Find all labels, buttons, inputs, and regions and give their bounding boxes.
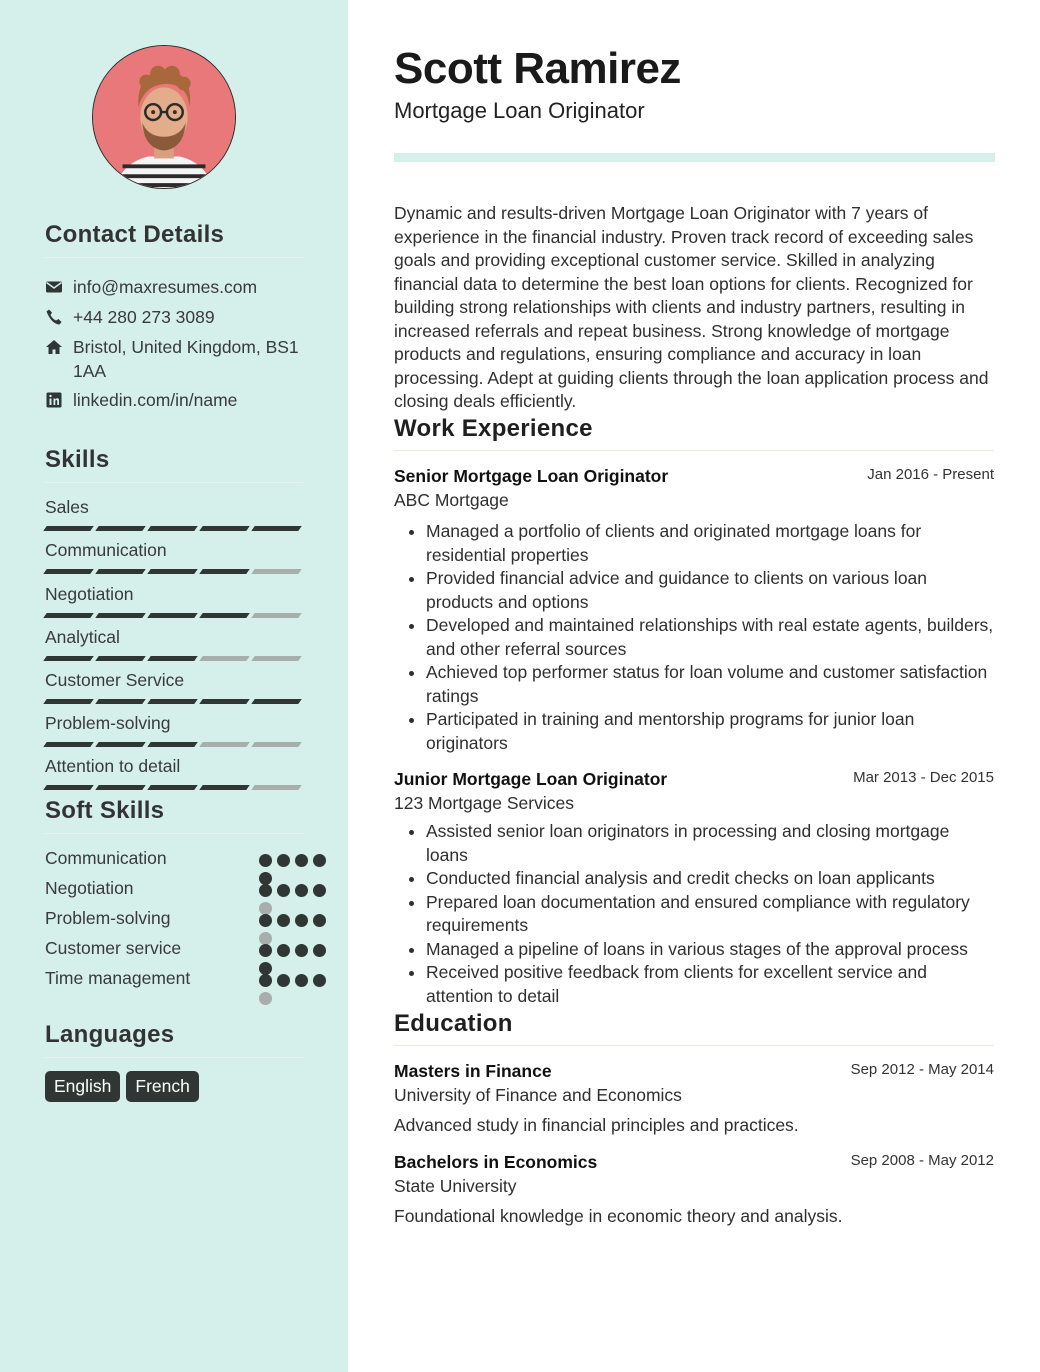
job-company: ABC Mortgage — [394, 490, 509, 510]
skill-name: Attention to detail — [45, 756, 181, 776]
education-entry — [394, 1150, 994, 1228]
education-entry — [394, 1059, 994, 1137]
skill-level-bar — [45, 742, 303, 747]
skill-item — [45, 539, 303, 574]
skill-segment-filled — [147, 742, 198, 747]
soft-skill-rating — [259, 884, 349, 898]
rating-dot-filled — [295, 914, 308, 927]
skill-segment-filled — [43, 656, 94, 661]
list-item: • Achieved top performer status for loan volume and customer satisfaction ratings — [426, 661, 994, 708]
list-item: • Managed a portfolio of clients and originated mortgage loans for residential properties — [426, 520, 994, 567]
skill-segment-filled — [147, 785, 198, 790]
contact-phone[interactable] — [45, 305, 315, 329]
list-item: • Participated in training and mentorship programs for junior loan originators — [426, 708, 994, 755]
contact-heading: Contact Details — [45, 221, 225, 248]
skill-segment-filled — [95, 569, 146, 574]
rating-dot-filled — [277, 974, 290, 987]
skill-segment-filled — [95, 526, 146, 531]
skill-item — [45, 669, 303, 704]
skill-segment-filled — [43, 569, 94, 574]
rating-dot-filled — [313, 914, 326, 927]
phone-icon — [45, 308, 63, 326]
skill-segment-empty — [251, 742, 302, 747]
education-date: Sep 2008 - May 2012 — [850, 1152, 994, 1169]
skill-name: Negotiation — [45, 584, 134, 604]
rating-dot-filled — [259, 944, 272, 957]
rating-dot-filled — [277, 914, 290, 927]
list-item: • Assisted senior loan originators in processing and closing mortgage loans — [426, 820, 994, 867]
skill-segment-empty — [251, 785, 302, 790]
rating-dot-filled — [313, 974, 326, 987]
rating-dot-filled — [259, 854, 272, 867]
skill-segment-filled — [95, 742, 146, 747]
summary: Dynamic and results-driven Mortgage Loan Originator with 7 years of experience in the financial industry. Proven track record of exceeding sales goals and providing exceptional customer service. Skilled in analyzing financial data to determine the best loan options for clients. Recognized for building strong relationships with clients and industry partners, resulting in increased referrals and repeat business. Strong knowledge of mortgage products and regulations, ensuring compliance and accuracy in loan processing. Adept at guiding clients through the loan application process and closing deals efficiently. — [394, 203, 989, 411]
divider — [45, 833, 303, 834]
skill-name: Sales — [45, 497, 89, 517]
person-title: Mortgage Loan Originator — [394, 98, 645, 123]
skill-level-bar — [45, 526, 303, 531]
language-badge: English — [45, 1071, 120, 1102]
languages-heading: Languages — [45, 1021, 175, 1048]
rating-dot-filled — [295, 944, 308, 957]
envelope-icon — [45, 278, 63, 296]
school-name: University of Finance and Economics — [394, 1085, 682, 1105]
job-title: Senior Mortgage Loan Originator — [394, 466, 669, 486]
skill-segment-filled — [43, 785, 94, 790]
skill-level-bar — [45, 699, 303, 704]
profile-photo — [93, 46, 235, 188]
skill-segment-filled — [199, 569, 250, 574]
rating-dot-filled — [295, 974, 308, 987]
education-description: Foundational knowledge in economic theory and analysis. — [394, 1206, 843, 1226]
soft-skill-rating — [259, 854, 349, 868]
soft-skill-rating — [259, 974, 349, 988]
soft-skill-rating — [259, 914, 349, 928]
sidebar — [0, 0, 348, 1372]
job-title: Junior Mortgage Loan Originator — [394, 769, 668, 789]
skill-segment-filled — [43, 613, 94, 618]
skill-item — [45, 583, 303, 618]
soft-skills-heading: Soft Skills — [45, 797, 165, 824]
degree-title: Masters in Finance — [394, 1061, 552, 1081]
languages-list — [45, 1071, 199, 1102]
rating-dot-filled — [295, 854, 308, 867]
contact-address — [45, 335, 315, 383]
skill-segment-filled — [251, 699, 302, 704]
skill-segment-filled — [147, 656, 198, 661]
soft-skill-name: Time management — [45, 968, 191, 988]
skill-segment-filled — [251, 526, 302, 531]
skill-level-bar — [45, 785, 303, 790]
skill-item — [45, 626, 303, 661]
school-name: State University — [394, 1176, 517, 1196]
skill-name: Problem-solving — [45, 713, 171, 733]
skill-item — [45, 755, 303, 790]
list-item: • Provided financial advice and guidance to clients on various loan products and options — [426, 567, 994, 614]
rating-dot-empty — [259, 992, 272, 1005]
soft-skill-name: Problem-solving — [45, 908, 171, 928]
rating-dot-filled — [313, 944, 326, 957]
rating-dot-filled — [259, 914, 272, 927]
skill-segment-filled — [199, 613, 250, 618]
skill-item — [45, 496, 303, 531]
skill-segment-filled — [199, 785, 250, 790]
divider — [45, 482, 303, 483]
soft-skill-rating — [259, 944, 349, 958]
skill-segment-empty — [199, 742, 250, 747]
divider — [394, 1045, 994, 1046]
skill-level-bar — [45, 656, 303, 661]
job-bullets — [394, 820, 994, 1008]
skill-item — [45, 712, 303, 747]
divider — [45, 257, 303, 258]
skill-segment-filled — [43, 742, 94, 747]
job-entry — [394, 464, 994, 755]
job-date: Mar 2013 - Dec 2015 — [853, 769, 994, 786]
skill-name: Communication — [45, 540, 167, 560]
skill-segment-empty — [251, 656, 302, 661]
rating-dot-filled — [277, 854, 290, 867]
job-bullets — [394, 520, 994, 755]
avatar — [92, 45, 236, 189]
contact-linkedin[interactable] — [45, 388, 315, 412]
skill-level-bar — [45, 569, 303, 574]
contact-email-text: info@maxresumes.com — [73, 277, 258, 297]
job-company: 123 Mortgage Services — [394, 793, 574, 813]
rating-dot-filled — [277, 884, 290, 897]
list-item: • Received positive feedback from clients for excellent service and attention to detail — [426, 961, 994, 1008]
skill-segment-filled — [95, 656, 146, 661]
degree-title: Bachelors in Economics — [394, 1152, 598, 1172]
soft-skill-name: Negotiation — [45, 878, 134, 898]
linkedin-icon — [45, 391, 63, 409]
contact-phone-text: +44 280 273 3089 — [73, 307, 215, 327]
rating-dot-filled — [313, 854, 326, 867]
skills-heading: Skills — [45, 446, 110, 473]
skill-segment-filled — [147, 526, 198, 531]
soft-skill-name: Communication — [45, 848, 167, 868]
list-item: • Developed and maintained relationships with real estate agents, builders, and other referral sources — [426, 614, 994, 661]
job-date: Jan 2016 - Present — [867, 466, 994, 483]
language-badge: French — [126, 1071, 198, 1102]
skill-segment-filled — [199, 699, 250, 704]
home-icon — [45, 338, 63, 356]
skill-segment-filled — [95, 785, 146, 790]
main-content — [348, 0, 1040, 1372]
skill-segment-empty — [251, 613, 302, 618]
accent-bar — [394, 153, 995, 162]
contact-linkedin-text: linkedin.com/in/name — [73, 390, 238, 410]
list-item: • Conducted financial analysis and credit checks on loan applicants — [426, 867, 994, 891]
education-description: Advanced study in financial principles and practices. — [394, 1115, 799, 1135]
divider — [394, 450, 994, 451]
rating-dot-filled — [313, 884, 326, 897]
rating-dot-filled — [259, 974, 272, 987]
skill-segment-filled — [147, 699, 198, 704]
education-date: Sep 2012 - May 2014 — [850, 1061, 994, 1078]
soft-skill-name: Customer service — [45, 938, 182, 958]
skill-segment-empty — [251, 569, 302, 574]
divider — [45, 1057, 303, 1058]
job-entry — [394, 767, 994, 1008]
skill-name: Customer Service — [45, 670, 185, 690]
work-heading: Work Experience — [394, 415, 593, 442]
skill-segment-filled — [147, 613, 198, 618]
contact-email[interactable] — [45, 275, 315, 299]
list-item: • Managed a pipeline of loans in various stages of the approval process — [426, 938, 994, 962]
skill-segment-filled — [43, 699, 94, 704]
education-heading: Education — [394, 1010, 513, 1037]
skill-segment-filled — [43, 526, 94, 531]
rating-dot-filled — [277, 944, 290, 957]
skill-segment-filled — [147, 569, 198, 574]
rating-dot-filled — [295, 884, 308, 897]
person-name: Scott Ramirez — [394, 44, 681, 93]
skill-segment-empty — [199, 656, 250, 661]
skill-level-bar — [45, 613, 303, 618]
skill-name: Analytical — [45, 627, 120, 647]
contact-address-text: Bristol, United Kingdom, BS1 1AA — [73, 337, 299, 381]
skill-segment-filled — [95, 613, 146, 618]
rating-dot-filled — [259, 884, 272, 897]
skill-segment-filled — [95, 699, 146, 704]
list-item: • Prepared loan documentation and ensured compliance with regulatory requirements — [426, 891, 994, 938]
skill-segment-filled — [199, 526, 250, 531]
